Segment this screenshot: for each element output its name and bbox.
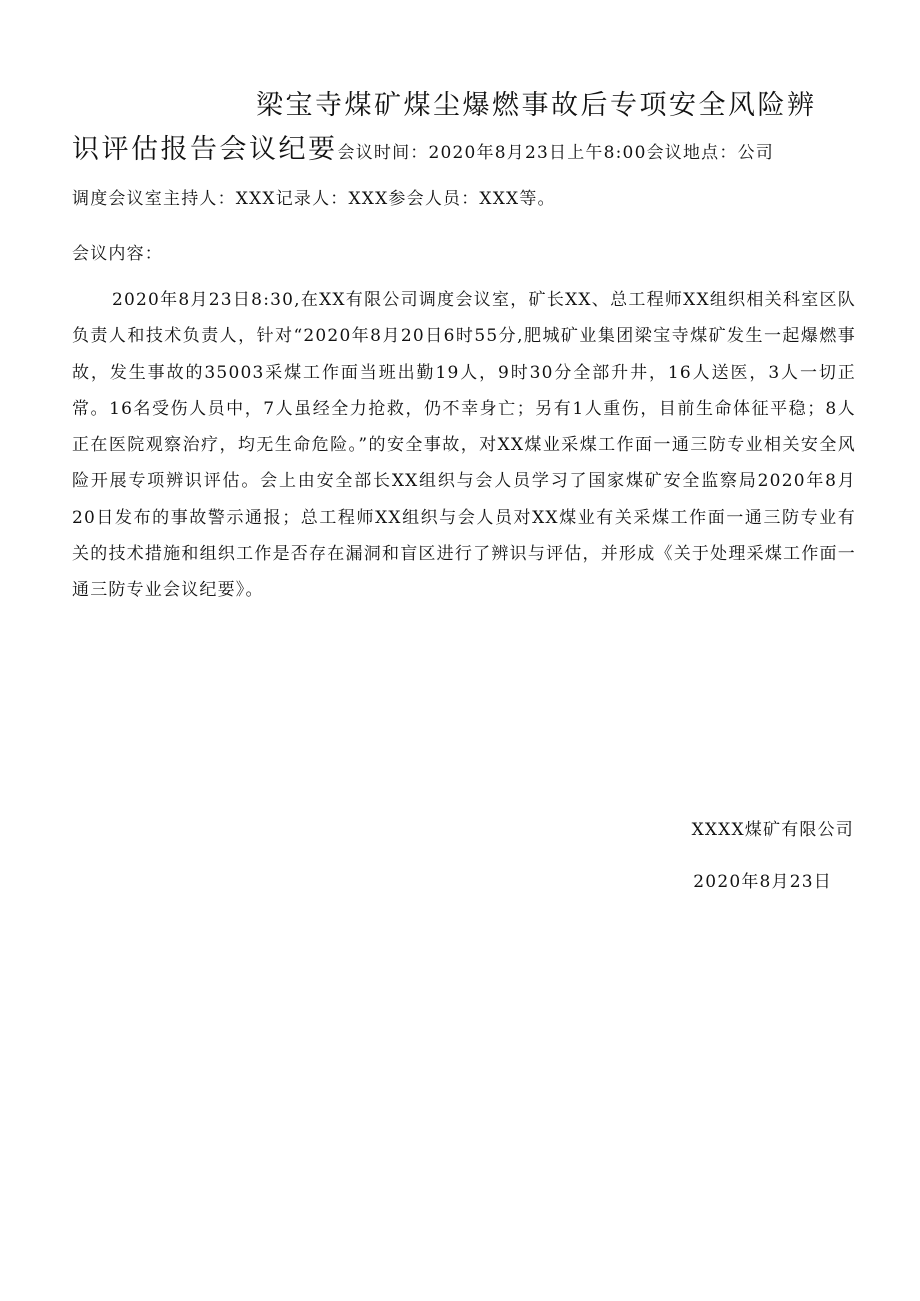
meeting-participants: 调度会议室主持人：XXX记录人：XXX参会人员：XXX等。 — [72, 189, 556, 209]
signature-date: 2020年8月23日 — [693, 872, 832, 892]
meeting-content-paragraph: 2020年8月23日8:30,在XX有限公司调度会议室，矿长XX、总工程师XX组织相关科室区队负责人和技术负责人，针对“2020年8月20日6时55分,肥城矿业集团梁宝寺煤矿发生一起爆燃事故，发生事故的35003采煤工作面当班出勤19人，9时30分全部升井，16人送医，3人一切正常。16名受伤人员中，7人虽经全力抢救，仍不幸身亡；另有1人重伤，目前生命体征平稳；8人正在医院观察治疗，均无生命危险。”的安全事故，对XX煤业采煤工作面一通三防专业相关安全风险开展专项辨识评估。会上由安全部长XX组织与会人员学习了国家煤矿安全监察局2020年8月20日发布的事故警示通报；总工程师XX组织与会人员对XX煤业有关采煤工作面一通三防专业有关的技术措施和组织工作是否存在漏洞和盲区进行了辨识与评估，并形成《关于处理采煤工作面一通三防专业会议纪要》。 — [72, 290, 856, 601]
document-header — [72, 84, 856, 217]
meeting-time-location: 会议时间：2020年8月23日上午8:00会议地点：公司 — [337, 143, 774, 163]
signature-company: XXXX煤矿有限公司 — [691, 820, 854, 840]
document-title-line2-row — [72, 128, 856, 175]
document-title-line2: 识评估报告会议纪要 — [72, 134, 338, 165]
meeting-content-label: 会议内容： — [72, 244, 163, 264]
document-title-line1: 梁宝寺煤矿煤尘爆燃事故后专项安全风险辨 — [256, 90, 817, 121]
